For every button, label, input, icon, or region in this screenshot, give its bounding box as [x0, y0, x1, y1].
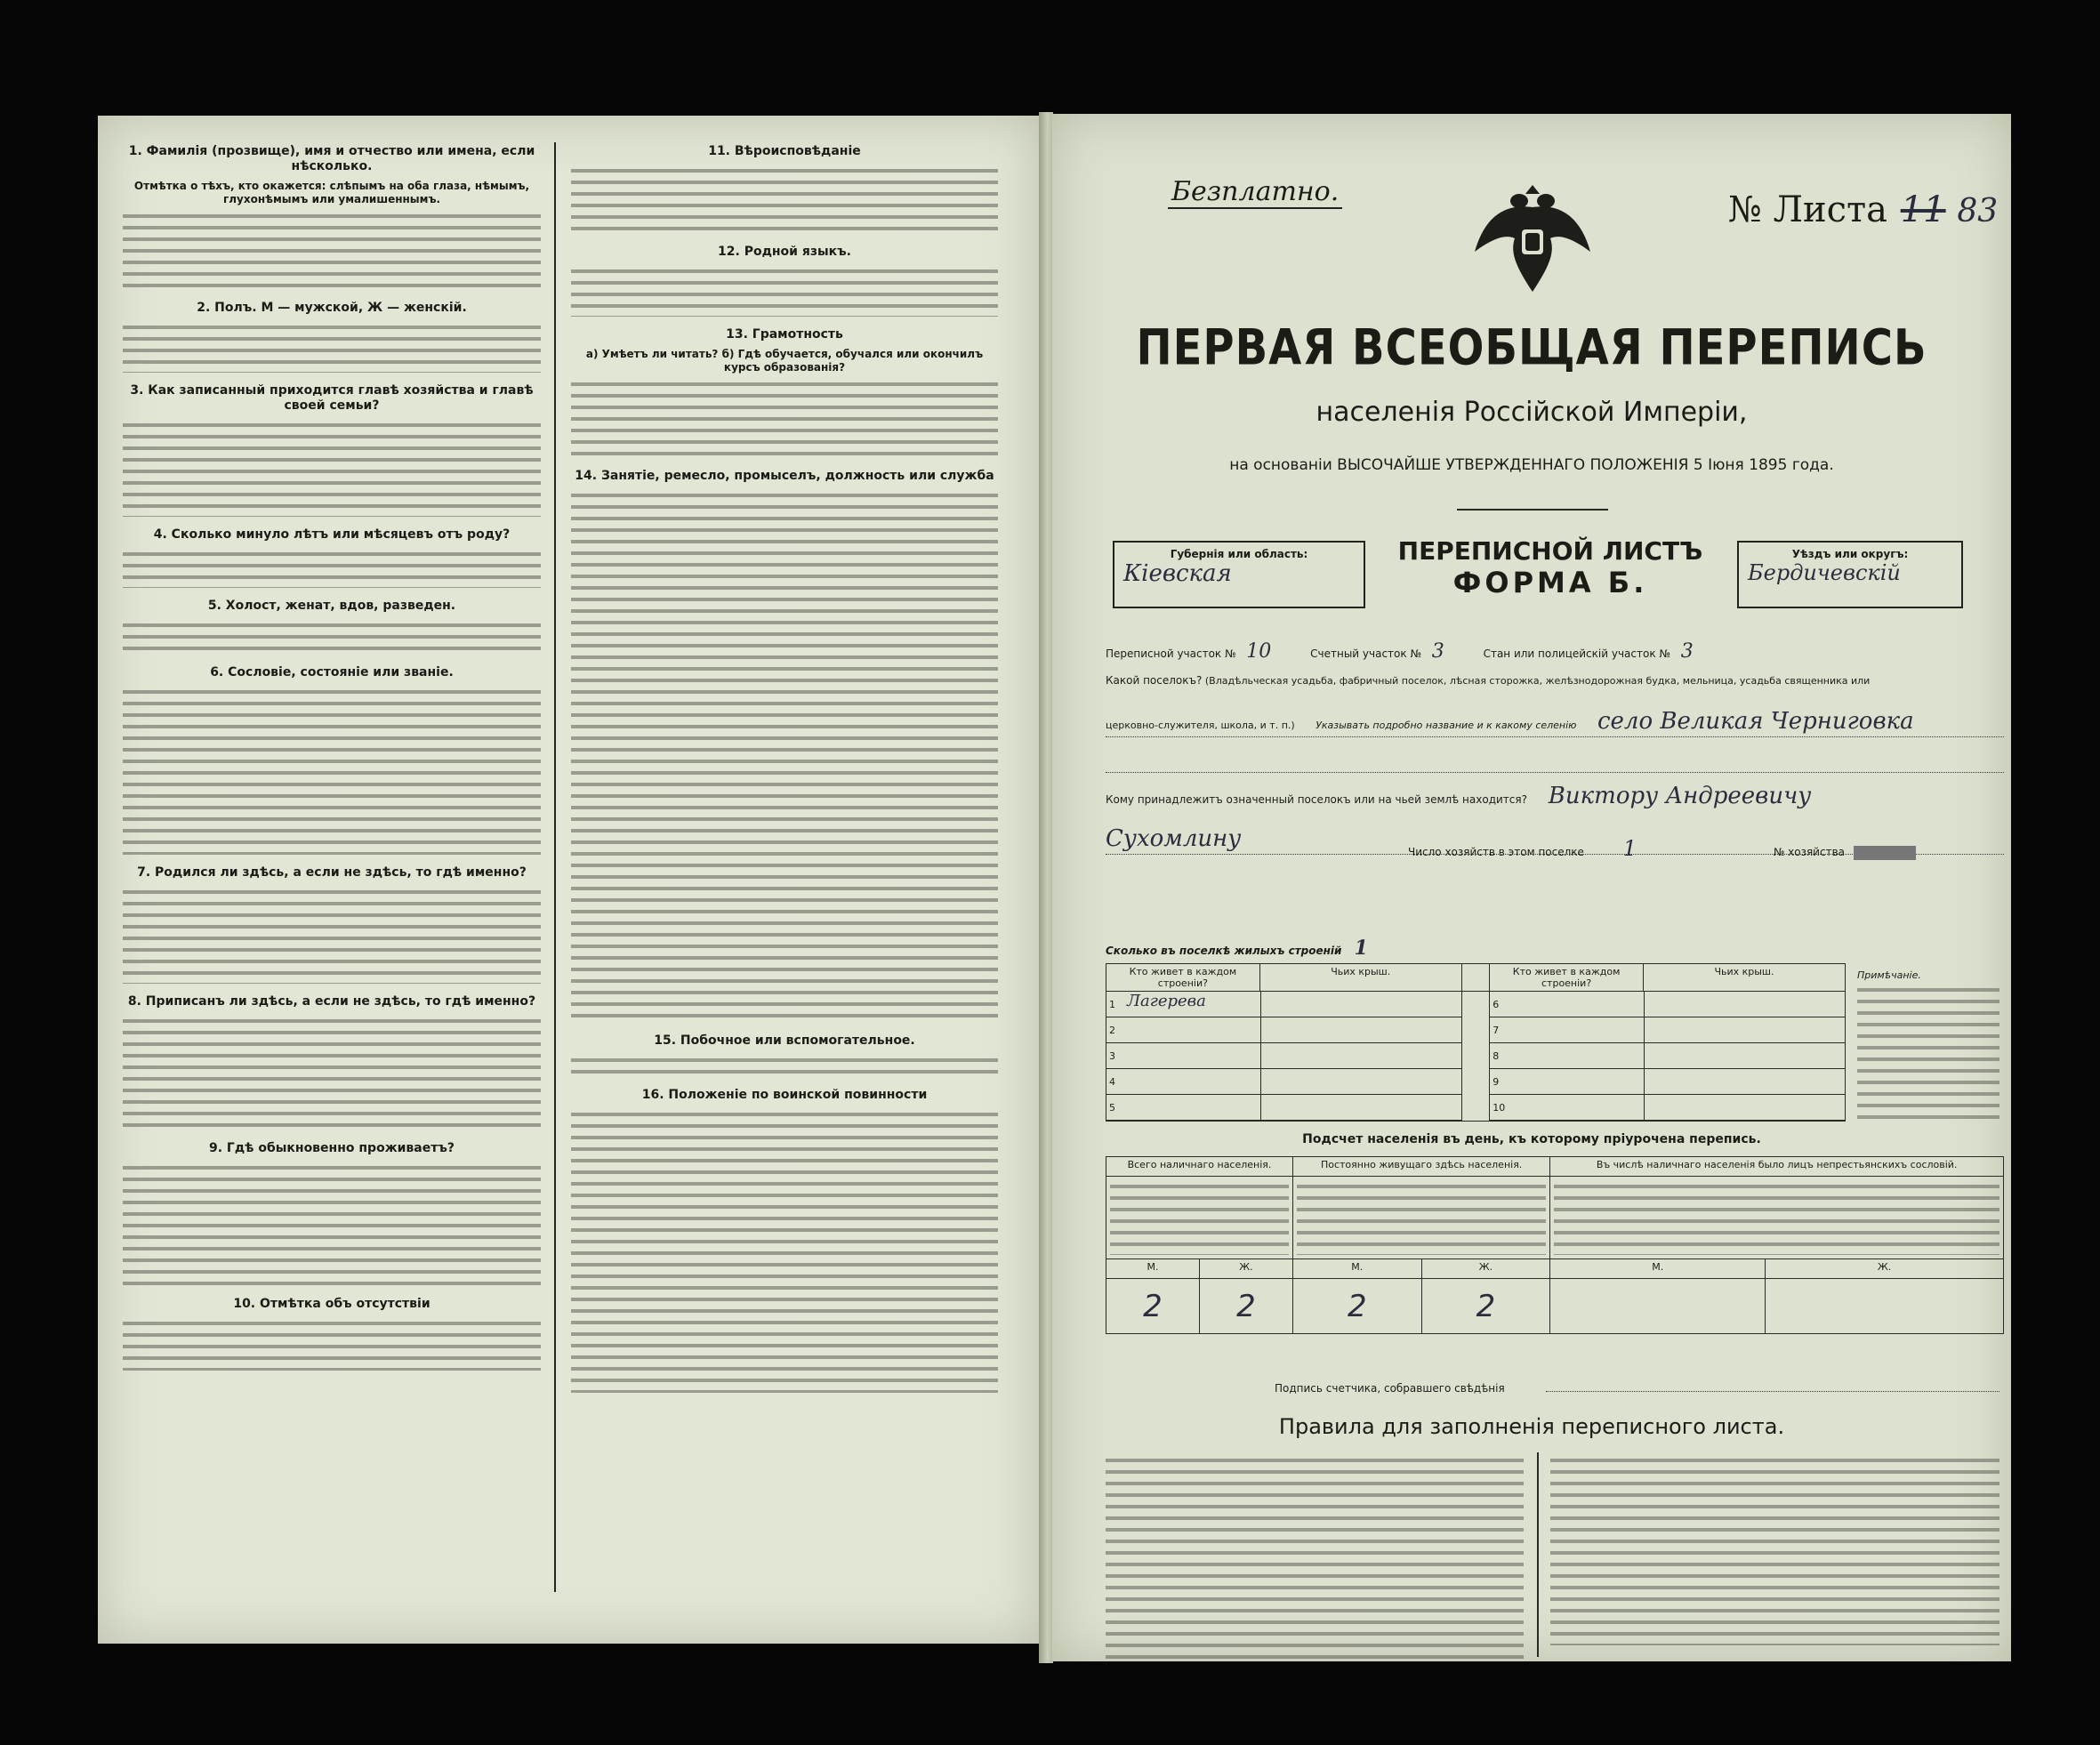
instruction-section	[123, 865, 541, 984]
instruction-body-text	[123, 619, 541, 655]
building-row	[1106, 1017, 1461, 1043]
rules-title: Правила для заполненія переписного листа.	[1278, 1414, 1785, 1439]
instruction-body-text	[123, 321, 541, 373]
title-rule	[1457, 509, 1608, 511]
building-occupant	[1510, 1095, 1645, 1120]
population-count-cell: 2	[1199, 1279, 1292, 1334]
instruction-body-text	[123, 1317, 541, 1371]
district-label: Уѣздъ или округъ:	[1791, 548, 1909, 560]
sub-desc-1	[1110, 1180, 1289, 1255]
instruction-heading: 13. Грамотность	[726, 327, 843, 342]
rules-text-col1	[1106, 1454, 1524, 1659]
instruction-heading: 5. Холост, женат, вдов, разведен.	[207, 599, 456, 613]
instructions-column-1	[123, 141, 541, 1381]
building-occupant: Лагерева	[1127, 992, 1261, 1017]
police-section-label: Стан или полицейскій участок №	[1483, 647, 1670, 660]
sheet-number-struck: 11	[1900, 189, 1946, 230]
instruction-heading: 1. Фамилія (прозвище), имя и отчество или имена, если нѣсколько.	[128, 144, 535, 173]
sub-male-header: М.	[1550, 1259, 1766, 1279]
census-title: ПЕРВАЯ ВСЕОБЩАЯ ПЕРЕПИСЬ	[1136, 318, 1927, 377]
settlement-hint-2: церковно-служителя, школа, и т. п.)	[1106, 720, 1295, 731]
sheet-number-value: 83	[1957, 193, 1999, 229]
households-field	[1408, 836, 1916, 861]
sub-head-permanent: Постоянно живущаго здѣсь населенія.	[1292, 1157, 1549, 1177]
building-row-number: 7	[1493, 1024, 1500, 1036]
rules-divider	[1537, 1452, 1539, 1657]
buildings-right-cell	[1490, 992, 1846, 1122]
instruction-body-text	[123, 1162, 541, 1286]
census-subtitle: населенія Россійской Имперіи,	[1316, 397, 1748, 428]
buildings-left-cell	[1106, 992, 1462, 1122]
building-row-number: 8	[1493, 1049, 1500, 1062]
sub-female-header: Ж.	[1199, 1259, 1292, 1279]
settlement-hint: (Владѣльческая усадьба, фабричный поселок, лѣсная сторожка, желѣзнодорожная будка, мельница, усадьба священника или	[1204, 675, 1871, 687]
building-occupant	[1127, 1069, 1261, 1094]
instruction-heading: 4. Сколько минуло лѣтъ или мѣсяцевъ отъ роду?	[153, 527, 511, 542]
column-divider	[554, 142, 556, 1592]
building-occupant	[1510, 1017, 1645, 1042]
settlement-label: Какой поселокъ?	[1106, 674, 1203, 687]
census-section-label: Переписной участок №	[1106, 647, 1236, 660]
instruction-section	[123, 665, 541, 855]
instruction-heading: 12. Родной языкъ.	[718, 245, 851, 259]
form-title-line2: ФОРМА Б.	[1452, 566, 1648, 599]
instruction-body-text	[123, 210, 541, 290]
sheet-number	[1728, 189, 1998, 230]
sub-female-header: Ж.	[1421, 1259, 1550, 1279]
instruction-body-text	[571, 489, 998, 1023]
province-value: Кіевская	[1123, 560, 1232, 587]
instruction-heading: 15. Побочное или вспомогательное.	[654, 1033, 915, 1048]
building-row-number: 2	[1109, 1024, 1115, 1036]
instruction-heading: 11. Вѣроисповѣданіе	[708, 144, 861, 158]
population-count-cell: 2	[1421, 1279, 1550, 1334]
households-value: 1	[1622, 836, 1637, 861]
page-fold	[1039, 112, 1053, 1663]
owner-value-1: Виктору Андреевичу	[1548, 783, 1812, 809]
building-occupant	[1510, 992, 1645, 1017]
building-occupant	[1127, 1043, 1261, 1068]
instruction-heading: 3. Как записанный приходится главѣ хозяйства и главѣ своей семьи?	[130, 383, 534, 413]
owner-label: Кому принадлежитъ означенный поселокъ или на чьей землѣ находится?	[1106, 793, 1527, 806]
instruction-section	[123, 994, 541, 1130]
right-page-census-form	[1052, 114, 2011, 1661]
instruction-subheading: а) Умѣетъ ли читать? б) Гдѣ обучается, обучался или окончилъ курсъ образованія?	[585, 348, 984, 374]
instruction-section	[571, 144, 998, 234]
note-label: Примѣчаніе.	[1857, 969, 1921, 981]
houses-value: 1	[1354, 937, 1368, 960]
instruction-body-text	[571, 1108, 998, 1393]
district-box	[1737, 541, 1963, 608]
building-row-number: 6	[1493, 998, 1500, 1010]
building-row-number: 1	[1109, 998, 1115, 1010]
note-text-lines	[1857, 984, 1999, 1126]
instruction-heading: 9. Гдѣ обыкновенно проживаетъ?	[209, 1141, 455, 1155]
subtotal-title: Подсчет населенія въ день, къ которому пріурочена перепись.	[1302, 1132, 1761, 1146]
instruction-section	[571, 1088, 998, 1393]
instruction-section	[123, 144, 541, 290]
building-occupant	[1510, 1069, 1645, 1094]
subtotal-table	[1106, 1156, 2004, 1334]
settlement-line	[1106, 736, 2004, 737]
building-row-number: 9	[1493, 1075, 1500, 1088]
left-page-instructions	[98, 116, 1039, 1644]
signature-field	[1275, 1375, 1514, 1396]
building-row-number: 4	[1109, 1075, 1115, 1088]
instructions-column-2	[571, 141, 998, 1403]
province-label: Губернія или область:	[1170, 548, 1308, 560]
instruction-section	[571, 245, 998, 317]
building-row	[1490, 992, 1845, 1017]
sub-desc-2	[1297, 1180, 1546, 1255]
households-label: Число хозяйств в этом поселке	[1408, 846, 1584, 858]
instruction-heading: 14. Занятіе, ремесло, промыселъ, должность или служба	[575, 469, 994, 483]
sub-desc-3	[1554, 1180, 1999, 1255]
instruction-section	[123, 1141, 541, 1286]
instruction-body-text	[571, 265, 998, 317]
instruction-heading: 8. Приписанъ ли здѣсь, а если не здѣсь, то гдѣ именно?	[127, 994, 536, 1009]
building-row	[1490, 1043, 1845, 1069]
instruction-section	[123, 1297, 541, 1371]
table-head-roof-1: Чьих крыш.	[1259, 964, 1461, 992]
instruction-section	[123, 383, 541, 517]
province-box	[1113, 541, 1365, 608]
houses-field	[1106, 937, 1368, 960]
building-row	[1106, 1095, 1461, 1121]
building-row	[1106, 1069, 1461, 1095]
census-section-value: 10	[1246, 640, 1272, 663]
sub-male-header: М.	[1106, 1259, 1200, 1279]
sheet-number-label: № Листа	[1728, 189, 1887, 230]
instruction-section	[123, 599, 541, 655]
instruction-body-text	[123, 548, 541, 588]
population-count-cell: 2	[1106, 1279, 1200, 1334]
instruction-section	[571, 327, 998, 458]
census-basis: на основаніи ВЫСОЧАЙШЕ УТВЕРЖДЕННАГО ПОЛОЖЕНІЯ 5 Іюня 1895 года.	[1229, 456, 1834, 474]
owner-value-2: Сухомлину	[1106, 825, 1242, 852]
instruction-heading: 2. Полъ. М — мужской, Ж — женскій.	[197, 301, 467, 315]
settlement-line-2	[1106, 772, 2004, 773]
table-head-roof-2: Чьих крыш.	[1643, 964, 1845, 992]
instruction-section	[123, 301, 541, 373]
instruction-body-text	[123, 686, 541, 855]
owner-field	[1106, 783, 1811, 809]
building-occupant	[1510, 1043, 1645, 1068]
counting-section-value: 3	[1431, 640, 1444, 663]
sub-male-header: М.	[1292, 1259, 1421, 1279]
note-block	[1857, 969, 1999, 1128]
houses-label: Сколько въ поселкѣ жилыхъ строеній	[1106, 945, 1342, 957]
instruction-body-text	[123, 419, 541, 517]
table-head-occupant-1: Кто живет в каждом строеніи?	[1106, 964, 1260, 992]
sub-female-header: Ж.	[1766, 1259, 2004, 1279]
instruction-body-text	[571, 165, 998, 234]
building-row-number: 3	[1109, 1049, 1115, 1062]
building-occupant	[1127, 1095, 1261, 1120]
rules-text-col2	[1550, 1454, 1999, 1645]
instruction-body-text	[123, 1015, 541, 1130]
instruction-body-text	[571, 378, 998, 458]
population-count-cell	[1766, 1279, 2004, 1334]
instruction-body-text	[123, 886, 541, 984]
signature-label: Подпись счетчика, собравшего свѣдѣнія	[1275, 1382, 1505, 1395]
settlement-field	[1106, 674, 2004, 687]
building-row-number: 10	[1493, 1101, 1506, 1114]
settlement-hint-3: Указывать подробно название и к какому селенію	[1316, 720, 1577, 731]
sub-head-present: Всего наличнаго населенія.	[1106, 1157, 1293, 1177]
imperial-eagle-emblem	[1466, 167, 1599, 301]
sub-head-nonpeasant: Въ числѣ наличнаго населенія было лицъ непрестьянскихъ сословій.	[1550, 1157, 2004, 1177]
instruction-heading: 6. Сословіе, состояніе или званіе.	[210, 665, 454, 680]
instruction-heading: 7. Родился ли здѣсь, а если не здѣсь, то гдѣ именно?	[137, 865, 527, 880]
instruction-section	[571, 469, 998, 1023]
household-number-label: № хозяйства	[1773, 846, 1845, 858]
building-row	[1106, 1043, 1461, 1069]
building-row	[1490, 1069, 1845, 1095]
counting-section-label: Счетный участок №	[1310, 647, 1421, 660]
instruction-body-text	[571, 1054, 998, 1077]
building-row	[1106, 992, 1461, 1017]
table-head-occupant-2: Кто живет в каждом строеніи?	[1490, 964, 1644, 992]
form-title-line1: ПЕРЕПИСНОЙ ЛИСТЪ	[1397, 536, 1703, 566]
police-section-value: 3	[1680, 640, 1694, 663]
instruction-heading: 10. Отмѣтка объ отсутствіи	[233, 1297, 430, 1311]
building-row	[1490, 1095, 1845, 1121]
district-value: Бердичевскій	[1748, 560, 1901, 585]
building-row-number: 5	[1109, 1101, 1115, 1114]
population-count-cell	[1550, 1279, 1766, 1334]
census-section-field	[1106, 640, 1694, 663]
instruction-section	[123, 527, 541, 588]
signature-line	[1546, 1391, 1999, 1392]
instruction-heading: 16. Положеніе по воинской повинности	[641, 1088, 928, 1102]
free-label: Безплатно.	[1168, 176, 1342, 209]
form-title	[1364, 536, 1737, 599]
population-count-cell: 2	[1292, 1279, 1421, 1334]
household-number-box	[1854, 846, 1916, 860]
instruction-subheading: Отмѣтка о тѣхъ, кто окажется: слѣпымъ на оба глаза, нѣмымъ, глухонѣмымъ или умалишеннымъ.	[133, 180, 530, 205]
buildings-table	[1106, 963, 1846, 1122]
building-row	[1490, 1017, 1845, 1043]
settlement-value-1: село Великая Черниговка	[1597, 708, 1914, 735]
settlement-field-2	[1106, 708, 1914, 735]
instruction-section	[571, 1033, 998, 1077]
building-occupant	[1127, 1017, 1261, 1042]
